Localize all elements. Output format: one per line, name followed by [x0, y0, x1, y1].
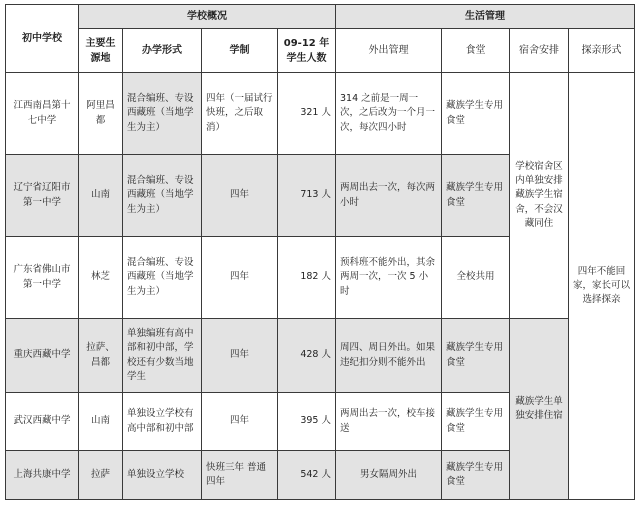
- canteen-info: 藏族学生专用食堂: [442, 451, 510, 500]
- school-comparison-table: [5, 4, 635, 500]
- header-students: 09-12 年学生人数: [278, 29, 336, 73]
- header-outing: 外出管理: [336, 29, 442, 73]
- header-life-management: 生活管理: [336, 5, 635, 29]
- header-system: 学制: [202, 29, 278, 73]
- outing-policy: 314 之前是一周一次，之后改为一个月一次，每次四小时: [336, 73, 442, 155]
- student-count: 321 人: [278, 73, 336, 155]
- school-form: 单独设立学校有高中部和初中部: [123, 393, 202, 451]
- school-form: 混合编班、专设西藏班（当地学生为主）: [123, 155, 202, 237]
- canteen-info: 藏族学生专用食堂: [442, 73, 510, 155]
- canteen-info: 全校共用: [442, 237, 510, 319]
- canteen-info: 藏族学生专用食堂: [442, 393, 510, 451]
- source-region: 山南: [79, 393, 123, 451]
- source-region: 拉萨、昌都: [79, 319, 123, 393]
- header-visit: 探亲形式: [569, 29, 635, 73]
- student-count: 713 人: [278, 155, 336, 237]
- school-system: 快班三年 普通四年: [202, 451, 278, 500]
- school-form: 单独设立学校: [123, 451, 202, 500]
- school-name: 江西南昌第十七中学: [6, 73, 79, 155]
- school-form: 混合编班、专设西藏班（当地学生为主）: [123, 237, 202, 319]
- header-canteen: 食堂: [442, 29, 510, 73]
- source-region: 山南: [79, 155, 123, 237]
- source-region: 阿里昌都: [79, 73, 123, 155]
- outing-policy: 预科班不能外出，其余两周一次，一次 5 小时: [336, 237, 442, 319]
- school-name: 武汉西藏中学: [6, 393, 79, 451]
- header-school-overview: 学校概况: [79, 5, 336, 29]
- visit-policy: 四年不能回家，家长可以选择探亲: [569, 73, 635, 500]
- student-count: 182 人: [278, 237, 336, 319]
- student-count: 542 人: [278, 451, 336, 500]
- school-name: 重庆西藏中学: [6, 319, 79, 393]
- school-form: 单独编班有高中部和初中部，学校还有少数当地学生: [123, 319, 202, 393]
- header-source: 主要生源地: [79, 29, 123, 73]
- outing-policy: 周四、周日外出。如果违纪扣分则不能外出: [336, 319, 442, 393]
- school-form: 混合编班、专设西藏班（当地学生为主）: [123, 73, 202, 155]
- header-dorm: 宿舍安排: [510, 29, 569, 73]
- school-name: 辽宁省辽阳市第一中学: [6, 155, 79, 237]
- table-row: [6, 319, 635, 393]
- header-form: 办学形式: [123, 29, 202, 73]
- outing-policy: 两周出去一次，校车接送: [336, 393, 442, 451]
- canteen-info: 藏族学生专用食堂: [442, 155, 510, 237]
- school-name: 上海共康中学: [6, 451, 79, 500]
- student-count: 395 人: [278, 393, 336, 451]
- school-system: 四年（一届试行快班，之后取消）: [202, 73, 278, 155]
- school-system: 四年: [202, 393, 278, 451]
- outing-policy: 两周出去一次，每次两小时: [336, 155, 442, 237]
- school-name: 广东省佛山市第一中学: [6, 237, 79, 319]
- table-row: [6, 73, 635, 155]
- source-region: 林芝: [79, 237, 123, 319]
- outing-policy: 男女隔周外出: [336, 451, 442, 500]
- student-count: 428 人: [278, 319, 336, 393]
- dorm-arrangement-a: 学校宿舍区内单独安排藏族学生宿舍，不会汉藏同住: [510, 73, 569, 319]
- school-system: 四年: [202, 319, 278, 393]
- school-system: 四年: [202, 237, 278, 319]
- source-region: 拉萨: [79, 451, 123, 500]
- header-school: 初中学校: [6, 5, 79, 73]
- school-system: 四年: [202, 155, 278, 237]
- canteen-info: 藏族学生专用食堂: [442, 319, 510, 393]
- dorm-arrangement-b: 藏族学生单独安排住宿: [510, 319, 569, 500]
